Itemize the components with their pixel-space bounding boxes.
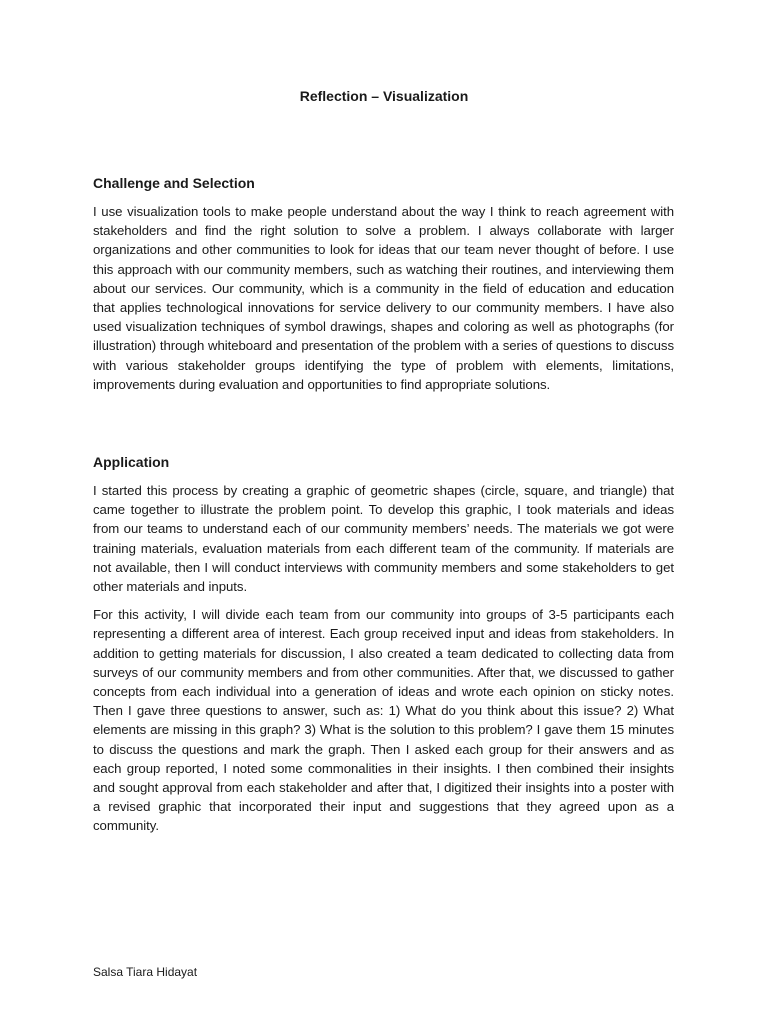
paragraph: For this activity, I will divide each team from our community into groups of 3-5 participants each representing a different area of interest. Each group received input and ideas from stakeholders. In addition to getting materials for discussion, I also created a team dedicated to collecting data from surveys of our community members and from other communities. After that, we discussed to gather concepts from each individual into a generation of ideas and wrote each opinion on sticky notes. Then I gave three questions to answer, such as: 1) What do you think about this issue? 2) What elements are missing in this graph? 3) What is the solution to this problem? I gave them 15 minutes to discuss the questions and mark the graph. Then I asked each group for their answers and as each group reported, I noted some commonalities in their insights. I then combined their insights and sought approval from each stakeholder and after that, I digitized their insights into a poster with a revised graphic that incorporated their input and suggestions that they agreed upon as a community. (93, 607, 674, 834)
document-title: Reflection – Visualization (299, 88, 469, 104)
section-heading: Challenge and Selection (93, 175, 255, 191)
paragraph: I started this process by creating a graphic of geometric shapes (circle, square, and triangle) that came together to illustrate the problem point. To develop this graphic, I took materials and ideas from our teams to understand each of our community members’ needs. The materials we got were training materials, evaluation materials from each different team of the community. If materials are not available, then I will conduct interviews with community members and some stakeholders to get other materials and inputs. (93, 483, 674, 595)
section-challenge-and-selection (93, 173, 674, 394)
author-footer: Salsa Tiara Hidayat (93, 965, 198, 979)
paragraph: I use visualization tools to make people understand about the way I think to reach agreement with stakeholders and find the right solution to solve a problem. I always collaborate with larger organizations and other communities to look for ideas that our team never thought of before. I use this approach with our community members, such as watching their routines, and interviewing them about our services. Our community, which is a community in the field of education and education that applies technological innovations for service delivery to our community members. I have also used visualization techniques of symbol drawings, shapes and coloring as well as photographs (for illustration) through whiteboard and presentation of the problem with a series of questions to discuss with various stakeholder groups identifying the type of problem with elements, limitations, improvements during evaluation and opportunities to find appropriate solutions. (93, 204, 674, 392)
section-application (93, 452, 674, 836)
section-heading: Application (93, 454, 170, 470)
